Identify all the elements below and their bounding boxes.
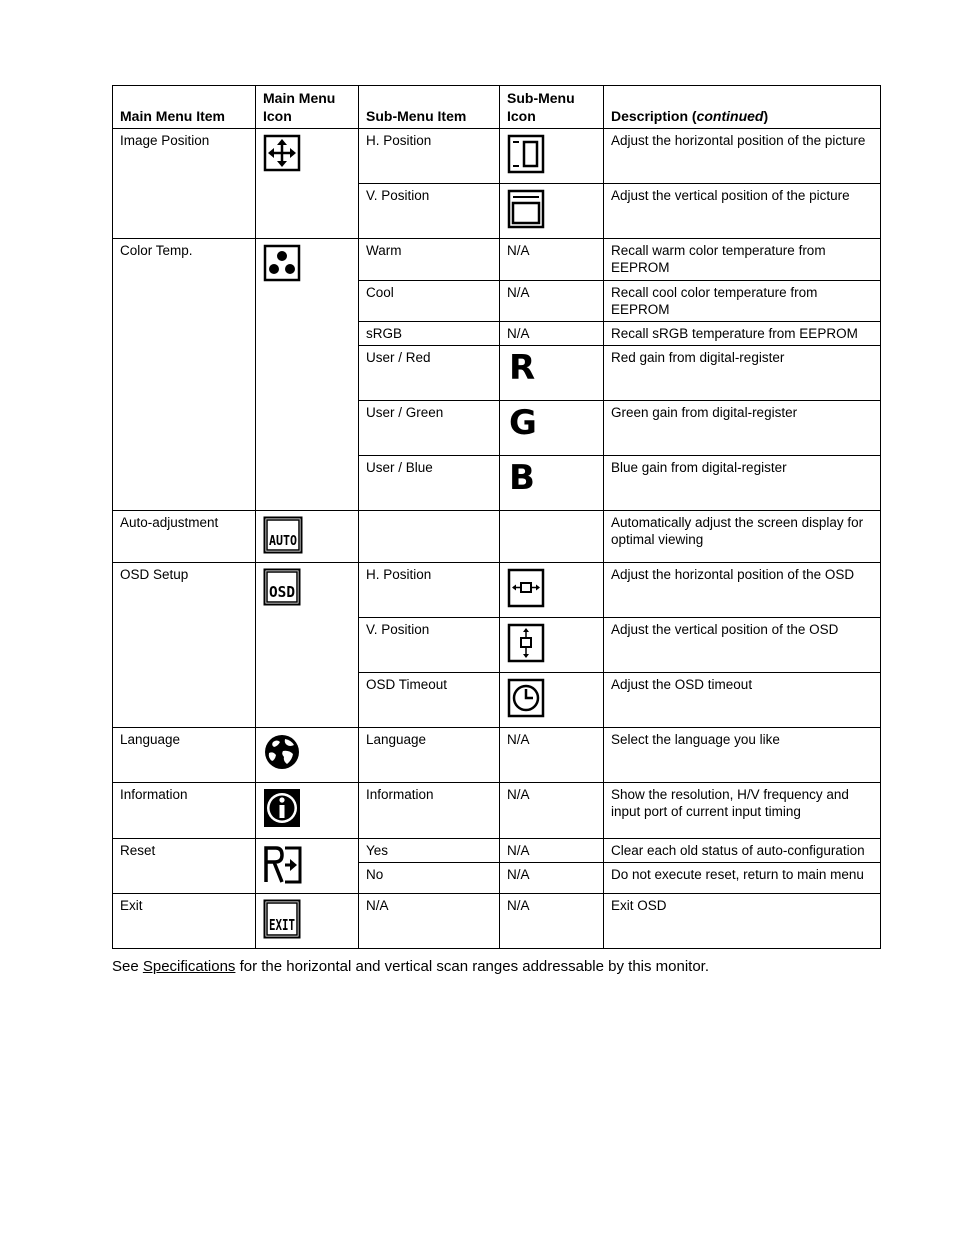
sub-item: Warm xyxy=(359,239,500,281)
auto-icon-text: AUTO xyxy=(269,534,298,549)
description: Adjust the horizontal position of the OSD xyxy=(604,563,881,618)
table-row xyxy=(113,239,881,281)
letter-g-icon: G xyxy=(509,403,537,443)
main-item-information: Information xyxy=(113,783,256,839)
reset-icon xyxy=(263,844,303,884)
osd-h-position-icon xyxy=(507,568,545,608)
footer-suffix: for the horizontal and vertical scan ranges addressable by this monitor. xyxy=(235,958,710,975)
header-sub-item: Sub-Menu Item xyxy=(359,86,500,129)
sub-icon-na: N/A xyxy=(500,894,604,949)
description: Red gain from digital-register xyxy=(604,346,881,401)
header-desc-prefix: Description ( xyxy=(611,108,697,124)
description: Exit OSD xyxy=(604,894,881,949)
sub-item: H. Position xyxy=(359,129,500,184)
sub-icon-na: N/A xyxy=(500,783,604,839)
sub-icon-na: N/A xyxy=(500,239,604,281)
description: Automatically adjust the screen display for optimal viewing xyxy=(604,511,881,563)
header-main-icon: Main Menu Icon xyxy=(256,86,359,129)
sub-item: N/A xyxy=(359,894,500,949)
description: Do not execute reset, return to main menu xyxy=(604,863,881,894)
letter-r-icon: R xyxy=(509,348,536,388)
description: Recall sRGB temperature from EEPROM xyxy=(604,322,881,346)
osd-icon xyxy=(263,568,301,606)
exit-icon xyxy=(263,899,301,939)
main-item-color-temp: Color Temp. xyxy=(113,239,256,511)
v-position-icon xyxy=(507,189,545,229)
three-dots-icon xyxy=(263,244,301,282)
sub-item: V. Position xyxy=(359,618,500,673)
main-item-language: Language xyxy=(113,728,256,783)
table-row xyxy=(113,563,881,618)
header-main-item: Main Menu Item xyxy=(113,86,256,129)
sub-icon-empty xyxy=(500,511,604,563)
main-item-exit: Exit xyxy=(113,894,256,949)
sub-item: Information xyxy=(359,783,500,839)
sub-icon-na: N/A xyxy=(500,322,604,346)
sub-icon-na: N/A xyxy=(500,728,604,783)
header-sub-icon: Sub-Menu Icon xyxy=(500,86,604,129)
letter-b-icon: B xyxy=(509,458,535,498)
sub-item: Language xyxy=(359,728,500,783)
description: Adjust the vertical position of the picture xyxy=(604,184,881,239)
info-icon xyxy=(263,788,301,828)
osd-menu-table xyxy=(112,85,881,949)
sub-icon-na: N/A xyxy=(500,839,604,863)
footer-prefix: See xyxy=(112,958,143,975)
main-item-auto-adjustment: Auto-adjustment xyxy=(113,511,256,563)
main-item-reset: Reset xyxy=(113,839,256,894)
sub-item: User / Red xyxy=(359,346,500,401)
description: Adjust the OSD timeout xyxy=(604,673,881,728)
table-row xyxy=(113,728,881,783)
description: Select the language you like xyxy=(604,728,881,783)
sub-item: User / Green xyxy=(359,401,500,456)
sub-item: H. Position xyxy=(359,563,500,618)
globe-icon xyxy=(263,733,301,771)
sub-icon-na: N/A xyxy=(500,281,604,322)
main-item-osd-setup: OSD Setup xyxy=(113,563,256,728)
description: Recall cool color temperature from EEPROM xyxy=(604,281,881,322)
specifications-link[interactable]: Specifications xyxy=(142,958,236,975)
table-row xyxy=(113,839,881,863)
exit-icon-text: EXIT xyxy=(269,916,295,934)
sub-item: OSD Timeout xyxy=(359,673,500,728)
header-desc-continued: continued xyxy=(696,108,764,124)
auto-icon xyxy=(263,516,303,554)
osd-icon-text: OSD xyxy=(269,583,295,601)
description: Clear each old status of auto-configuration xyxy=(604,839,881,863)
h-position-icon xyxy=(507,134,545,174)
sub-item: Cool xyxy=(359,281,500,322)
sub-item: sRGB xyxy=(359,322,500,346)
table-row xyxy=(113,783,881,839)
header-row xyxy=(113,86,881,129)
description: Recall warm color temperature from EEPROM xyxy=(604,239,881,281)
description: Blue gain from digital-register xyxy=(604,456,881,511)
description: Green gain from digital-register xyxy=(604,401,881,456)
move-arrows-icon xyxy=(263,134,301,172)
sub-icon-na: N/A xyxy=(500,863,604,894)
main-item-image-position: Image Position xyxy=(113,129,256,239)
clock-icon xyxy=(507,678,545,718)
sub-item-empty xyxy=(359,511,500,563)
table-row xyxy=(113,129,881,184)
description: Show the resolution, H/V frequency and input port of current input timing xyxy=(604,783,881,839)
header-desc-suffix: ) xyxy=(763,108,769,124)
footer-note xyxy=(112,958,709,975)
sub-item: No xyxy=(359,863,500,894)
description: Adjust the vertical position of the OSD xyxy=(604,618,881,673)
description: Adjust the horizontal position of the picture xyxy=(604,129,881,184)
header-description xyxy=(604,86,881,129)
table-row xyxy=(113,894,881,949)
sub-item: User / Blue xyxy=(359,456,500,511)
sub-item: V. Position xyxy=(359,184,500,239)
sub-item: Yes xyxy=(359,839,500,863)
osd-v-position-icon xyxy=(507,623,545,663)
table-row xyxy=(113,511,881,563)
